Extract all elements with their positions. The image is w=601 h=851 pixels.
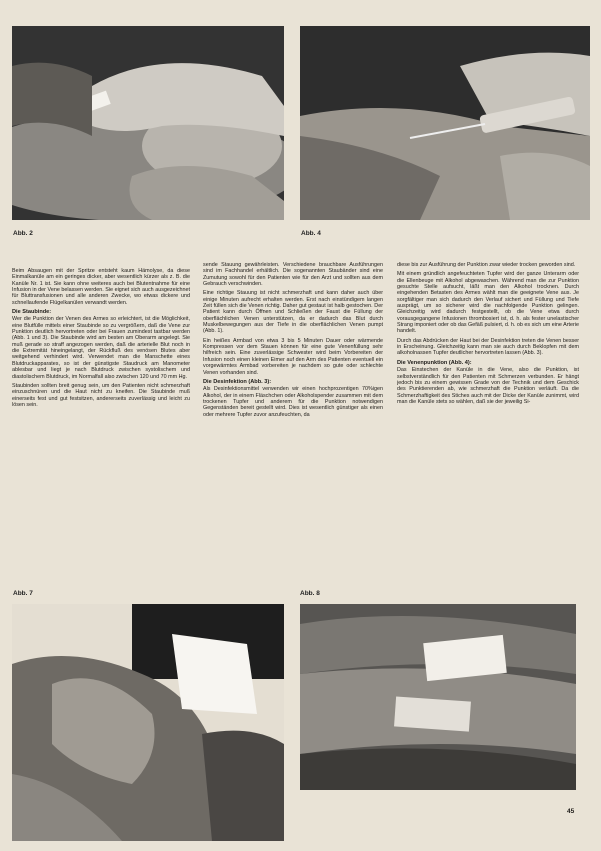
paragraph: Wer die Punktion der Venen des Armes so erleichtert, ist die Möglichkeit, eine Blutfülle mittels einer Staubinde so zu vergrößern, daß die Vene zur Punktion deutlich hervortreten oder bei Frauen zumindest tastbar werden (Abb. 1 und 3). Die Staubinde wird am besten am Oberarm angelegt. Sie muß gerade so straff angezogen werden, daß die arterielle Blut noch in die Extremität hineingelangt, der Rückfluß des venösen Blutes aber weitgehend verhindert wird. Verwendet man die Manschette eines Blutdruckapparates, so ist der günstigste Staudruck am Manometer ablesbar und liegt je nach Blutdruck zwischen systolischem und diastolischem Blutdruck, im Normalfall also zwischen 120 und 70 mm Hg. (12, 316, 190, 380)
text-column-2 (203, 262, 383, 585)
paragraph: Als Desinfektionsmittel verwenden wir einen hochprozentigen 70%igen Alkohol, der in einem Fläschchen oder Alkoholspender zusammen mit dem trockenen Tupfer und anderem für die Punktion notwendigen Gegenständen bereit gestellt wird. Dies ist wesentlich günstiger als einen oder mehrere Tupfer zuvor anzufeuchten, da (203, 386, 383, 418)
caption-abb-8: Abb. 8 (300, 590, 320, 597)
photo-abb-7 (12, 604, 284, 841)
paragraph: Staubinden sollten breit genug sein, um den Patienten nicht schmerzhaft einzuschnüren und die Haut nicht zu kneifen. Die Staubinde muß einerseits fest und gut festsitzen, andererseits zuverlässig und leicht zu lösen sein. (12, 382, 190, 408)
paragraph: sende Stauung gewährleisten. Verschiedene brauchbare Ausführungen sind im Fachhandel erhältlich. Die sogenannten Staubänder sind eine Zumutung sowohl für den Patienten wie für den Arzt und sollten aus dem Gebrauch verschwinden. (203, 262, 383, 288)
photo-abb-8 (300, 604, 576, 790)
text-column-1 (12, 268, 190, 585)
caption-abb-4: Abb. 4 (301, 230, 321, 237)
photo-abb-2 (12, 26, 284, 220)
page-number: 45 (567, 808, 575, 815)
paragraph: Beim Absaugen mit der Spritze entsteht kaum Hämolyse, da diese Einmalkanüle am ein geringes dicker, aber wesentlich kürzer als z. B. die Kanüle Nr. 1 ist. Sie kann ohne weiteres auch bei Blutentnahme für eine Infusion in der Vene belassen werden. Sie eignet sich auch ausgezeichnet für Bluttransfusionen und alle anderen Zwecke, wo etwas dickere und schnellaufende Flügelkanülen verwandt werden. (12, 268, 190, 306)
paragraph: Durch das Abdrücken der Haut bei der Desinfektion treten die Venen besser in Erscheinung. Gleichzeitig kann man sie auch durch Beklopfen mit dem alkoholnassen Tupfer deutlicher hervortreten lassen (Abb. 3). (397, 337, 579, 357)
paragraph: diese bis zur Ausführung der Punktion zwar wieder trocken geworden sind. (397, 262, 576, 268)
paragraph: Mit einem gründlich angefeuchteten Tupfer wird der ganze Unterarm oder die Ellenbeuge mit Alkohol abgewaschen. Während man die zur Punktion gesuchte Stelle aufsucht, läßt man den Alkohol trocknen. Durch eingehenden Betasten des Armes wählt man die geeignete Vene aus. Je sorgfältiger man sich dadurch den Verlauf sichert und Füllung und Tiefe ausprägt, um so sicherer wird die nachfolgende Punktion gelingen. Gleichzeitig wird dadurch festgestellt, ob die Vene etwa durch vorausgegangene Infusionen thrombosiert ist, d. h. als fester unelastischer Strang imponiert oder ob das Gefäß pulsiert, d. h. ob es sich um eine Arterie handelt. (397, 271, 579, 335)
photo-abb-2-image (12, 26, 284, 220)
photo-abb-4-image (300, 26, 590, 220)
photo-abb-4 (300, 26, 590, 220)
text-column-3 (397, 262, 579, 585)
section-heading: Die Staubinde: (12, 309, 52, 316)
section-heading: Die Desinfektion (Abb. 3): (203, 378, 272, 385)
section-heading: Die Venenpunktion (Abb. 4): (397, 359, 472, 366)
photo-abb-8-image (300, 604, 576, 790)
paragraph: Ein heißes Armbad von etwa 3 bis 5 Minuten Dauer oder wärmende Kompressen vor dem Stauen können für eine gute Venenfüllung sehr hilfreich sein. Eine zuverlässige Schwester wird beim Vorbereiten der Infusion noch einen kleinen Eimer auf den Arm des Patienten eventuell ein vorgewärmtes Armbad vorbereiten je nachdem so gute oder schlechte Venen vorhanden sind. (203, 337, 383, 376)
paragraph: Eine richtige Stauung ist nicht schmerzhaft und kann daher auch über einige Minuten aufrecht erhalten werden. Erst nach einstündigem langen Zeit füllen sich die Venen richtig. Daher gut gestaut ist halb gestochen. Der Patient kann durch Öffnen und Schließen der Faust die Füllung der oberflächlichen Venen unterstützen, da er dadurch das Blut durch Muskelbewegungen aus der Tiefe in die oberflächlichen Venen pumpt (Abb. 1). (203, 290, 383, 335)
caption-abb-7: Abb. 7 (13, 590, 33, 597)
paragraph: Das Einstechen der Kanüle in die Vene, also die Punktion, ist selbstverständlich für den Patienten mit Schmerzen verbunden. Er hängt jedoch bis zu einem gewissen Grade von der Technik und dem Geschick des Punktierenden ab, wie schmerzhaft die Punktion verläuft. Da die Schmerzhaftigkeit des Stiches auch mit der Dicke der Kanüle zunimmt, wird man die Kanüle stets so wählen, daß sie der jeweilig Si- (397, 367, 579, 405)
photo-abb-7-image (12, 604, 284, 841)
caption-abb-2: Abb. 2 (13, 230, 33, 237)
